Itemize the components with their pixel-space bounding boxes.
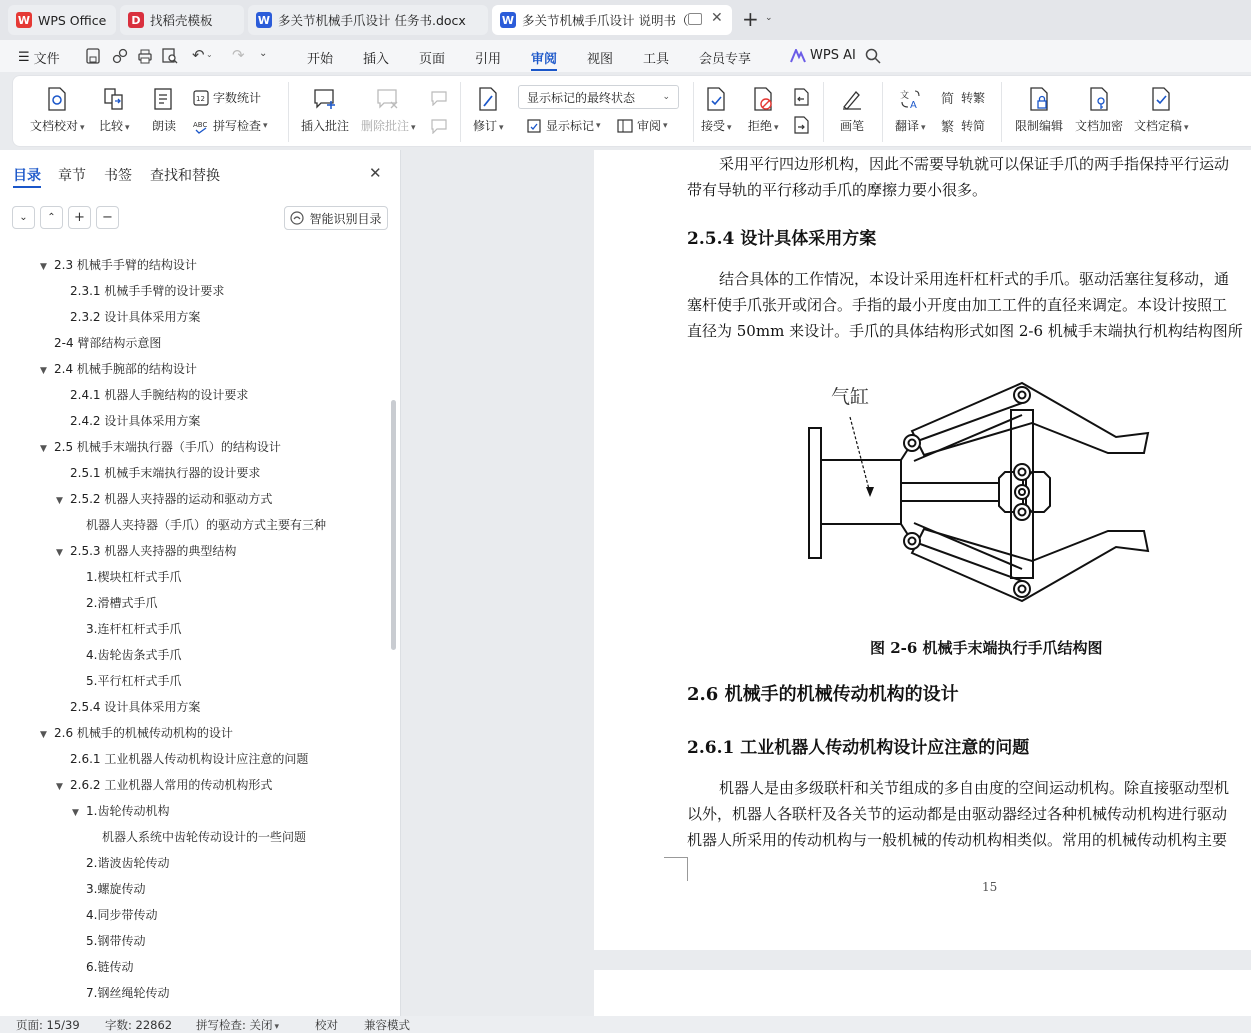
toc-item-label: 2.4 机械手腕部的结构设计 xyxy=(54,362,197,376)
margin-corner-mark xyxy=(664,857,688,881)
toc-item[interactable] xyxy=(72,980,169,1006)
ribbon-divider xyxy=(823,82,824,142)
toc-item[interactable] xyxy=(40,720,233,746)
navigation-pane xyxy=(0,150,401,1016)
svg-text:12: 12 xyxy=(196,94,205,103)
toc-item-label: 2.5.3 机器人夹持器的典型结构 xyxy=(70,544,237,558)
toc-item-label: 3.螺旋传动 xyxy=(86,882,146,896)
toc-item-label: 机器人夹持器（手爪）的驱动方式主要有三种 xyxy=(86,518,327,532)
show-markup-button[interactable]: 显示标记 ▾ xyxy=(526,117,601,134)
heading-2-5-4[interactable]: 2.5.4 设计具体采用方案 xyxy=(687,229,877,249)
ribbon-divider xyxy=(288,82,289,142)
toc-item-label: 机器人系统中齿轮传动设计的一些问题 xyxy=(102,830,307,844)
toc-scrollbar[interactable] xyxy=(391,400,396,650)
svg-text:繁: 繁 xyxy=(941,119,955,134)
toc-item-label: 2.6 机械手的机械传动机构的设计 xyxy=(54,726,233,740)
toc-item[interactable] xyxy=(56,408,200,434)
toc-item-label: 2.滑槽式手爪 xyxy=(86,596,158,610)
toc-item[interactable] xyxy=(72,642,181,668)
tab-find-replace[interactable]: 查找和替换 xyxy=(150,168,220,184)
simplified-chinese-icon xyxy=(941,118,957,134)
menu-review[interactable]: 审阅 xyxy=(531,48,557,71)
menu-start[interactable]: 开始 xyxy=(307,52,334,67)
expand-triangle-icon[interactable]: ▼ xyxy=(40,444,47,454)
paragraph-line[interactable]: 结合具体的工作情况，本设计采用连杆杠杆式的手爪。驱动活塞往复移动，通 xyxy=(719,270,1230,288)
expand-triangle-icon[interactable]: ▼ xyxy=(56,782,63,792)
chevron-up-icon: ⌃ xyxy=(47,212,56,223)
toc-item[interactable] xyxy=(88,824,306,850)
paragraph-line[interactable]: 带有导轨的平行移动手爪的摩擦力要小很多。 xyxy=(687,181,988,199)
share-link-icon[interactable] xyxy=(112,48,128,64)
menu-references[interactable]: 引用 xyxy=(475,52,502,67)
doc-check-button[interactable]: 文档校对 ▾ xyxy=(30,86,85,134)
tab-docer[interactable] xyxy=(120,5,244,35)
ribbon-divider xyxy=(1001,82,1002,142)
status-word-count[interactable]: 字数: 22862 xyxy=(105,1017,173,1032)
toc-item[interactable] xyxy=(56,382,248,408)
toc-item[interactable] xyxy=(40,330,161,356)
toc-item[interactable] xyxy=(56,538,236,564)
chevron-down-icon: ⌄ xyxy=(19,212,28,223)
word-doc-icon: W xyxy=(501,13,515,27)
next-document-page xyxy=(594,970,1251,1016)
translate-button[interactable]: 文 A 翻译 ▾ xyxy=(895,86,926,134)
undo-chevron-icon[interactable]: ⌄ xyxy=(206,50,213,59)
accept-button[interactable]: 接受 ▾ xyxy=(701,86,732,134)
delete-comment-button[interactable]: 删除批注 ▾ xyxy=(361,86,416,134)
svg-text:ABC: ABC xyxy=(193,120,208,129)
expand-triangle-icon[interactable]: ▼ xyxy=(56,548,63,558)
svg-text:文: 文 xyxy=(900,91,910,101)
to-simplified-button[interactable]: 繁 转简 xyxy=(941,119,986,134)
figure-caption[interactable]: 图 2-6 机械手末端执行手爪结构图 xyxy=(870,639,1103,657)
reject-icon xyxy=(752,87,774,111)
toc-item[interactable] xyxy=(72,668,181,694)
spell-check-icon xyxy=(193,118,209,134)
figure-cylinder-label: 气缸 xyxy=(831,386,870,408)
toc-item[interactable] xyxy=(56,746,308,772)
insert-comment-button[interactable]: 插入批注 xyxy=(301,86,349,134)
active-tab-indicator xyxy=(13,186,41,188)
remove-heading-button[interactable] xyxy=(96,206,119,229)
toc-item-label: 2.6.1 工业机器人传动机构设计应注意的问题 xyxy=(70,752,309,766)
spell-check-button[interactable]: ABC 拼写检查 ▾ xyxy=(193,119,268,133)
print-icon[interactable] xyxy=(137,48,153,64)
toc-item[interactable] xyxy=(72,928,145,954)
accept-icon xyxy=(705,87,727,111)
status-page[interactable]: 页面: 15/39 xyxy=(16,1017,80,1032)
ribbon-divider xyxy=(693,82,694,142)
toc-item-label: 2.6.2 工业机器人常用的传动机构形式 xyxy=(70,778,273,792)
toc-item[interactable] xyxy=(40,252,197,278)
expand-down-button[interactable] xyxy=(12,206,35,229)
pen-button[interactable]: 画笔 xyxy=(839,86,865,134)
next-comment-icon[interactable] xyxy=(430,118,448,134)
hamburger-icon: ☰ xyxy=(18,50,30,65)
status-proof[interactable]: 校对 xyxy=(315,1017,338,1032)
tab-label: 找稻壳模板 xyxy=(150,13,213,28)
ribbon-divider xyxy=(460,82,461,142)
previous-change-icon[interactable] xyxy=(792,88,810,106)
menu-member[interactable]: 会员专享 xyxy=(699,52,752,67)
toc-item-label: 2.4.2 设计具体采用方案 xyxy=(70,414,201,428)
toc-item-label: 1.楔块杠杆式手爪 xyxy=(86,570,182,584)
status-spell-check[interactable]: 拼写检查: 关闭 ▾ xyxy=(196,1017,280,1032)
wps-ai-icon xyxy=(790,49,806,63)
toc-item-label: 2.3 机械手手臂的结构设计 xyxy=(54,258,197,272)
search-icon[interactable] xyxy=(865,48,881,64)
tab-label: WPS Office xyxy=(38,12,107,28)
toc-item[interactable] xyxy=(56,772,272,798)
word-doc-icon: W xyxy=(257,13,271,27)
previous-comment-icon[interactable] xyxy=(430,90,448,106)
track-changes-button[interactable]: 修订 ▾ xyxy=(473,86,504,134)
toc-item-label: 5.平行杠杆式手爪 xyxy=(86,674,182,688)
toc-item[interactable] xyxy=(56,304,200,330)
tab-label: 多关节机械手爪设计 说明书（ xyxy=(522,13,689,28)
wps-ai-button[interactable]: WPS AI xyxy=(790,48,856,63)
toc-item-label: 4.同步带传动 xyxy=(86,908,158,922)
toc-item-label: 5.钢带传动 xyxy=(86,934,146,948)
document-page xyxy=(594,150,1251,950)
new-tab-icon[interactable]: + xyxy=(742,7,759,31)
docer-icon: D xyxy=(128,12,144,28)
finalize-doc-icon xyxy=(1150,87,1172,111)
paragraph-line[interactable]: 机器人是由多级联杆和关节组成的多自由度的空间运动机构。除直接驱动型机 xyxy=(719,779,1230,797)
review-pane-button[interactable]: 审阅 ▾ xyxy=(617,117,668,134)
tab-list-chevron-icon[interactable]: ⌄ xyxy=(765,13,773,23)
markup-display-select[interactable]: 显示标记的最终状态 ⌄ xyxy=(518,85,679,109)
toc-item[interactable] xyxy=(72,512,326,538)
toc-item-label: 2.5.1 机械手末端执行器的设计要求 xyxy=(70,466,261,480)
toc-item[interactable] xyxy=(72,902,157,928)
pen-icon xyxy=(841,88,863,110)
paragraph-line[interactable]: 直径为 50mm 来设计。手爪的具体结构形式如图 2-6 机械手末端执行机构结构图所 xyxy=(687,322,1243,340)
toc-item[interactable] xyxy=(72,590,157,616)
print-preview-icon[interactable] xyxy=(162,48,178,64)
toc-item-label: 7.钢丝绳轮传动 xyxy=(86,986,170,1000)
undo-icon[interactable]: ↶ xyxy=(192,46,205,64)
toc-item-label: 2.4.1 机器人手腕结构的设计要求 xyxy=(70,388,249,402)
menu-bar xyxy=(0,40,1251,72)
monitor-icon xyxy=(688,13,702,25)
toc-item[interactable] xyxy=(56,694,200,720)
close-pane-icon[interactable]: ✕ xyxy=(369,164,382,182)
lock-doc-icon xyxy=(1028,87,1050,111)
smart-detect-icon xyxy=(290,211,304,225)
expand-triangle-icon[interactable]: ▼ xyxy=(40,262,47,272)
more-chevron-icon[interactable]: ⌄ xyxy=(259,48,268,59)
expand-triangle-icon[interactable]: ▼ xyxy=(40,730,47,740)
read-aloud-button[interactable]: 朗读 xyxy=(151,86,177,134)
doc-check-icon xyxy=(46,87,68,111)
toc-item-label: 2.谐波齿轮传动 xyxy=(86,856,170,870)
add-heading-button[interactable] xyxy=(68,206,91,229)
tab-label: 多关节机械手爪设计 任务书.docx xyxy=(278,13,466,28)
insert-comment-icon xyxy=(313,88,337,110)
toc-item[interactable] xyxy=(40,434,281,460)
translate-icon xyxy=(899,88,921,110)
traditional-chinese-icon xyxy=(941,90,957,106)
compare-icon xyxy=(103,87,125,111)
redo-icon[interactable]: ↷ xyxy=(232,46,245,64)
toc-item-label: 4.齿轮齿条式手爪 xyxy=(86,648,182,662)
toc-item-label: 3.连杆杠杆式手爪 xyxy=(86,622,182,636)
show-markup-icon xyxy=(526,118,542,134)
toc-item[interactable] xyxy=(56,486,272,512)
read-aloud-icon xyxy=(153,87,175,111)
toc-item-label: 2.3.2 设计具体采用方案 xyxy=(70,310,201,324)
paragraph-line[interactable]: 机器人所采用的传动机构与一般机械的传动机构相类似。常用的机械传动机构主要 xyxy=(687,831,1228,849)
gripper-figure[interactable] xyxy=(804,375,1164,610)
menu-page[interactable]: 页面 xyxy=(419,52,446,67)
heading-2-6[interactable]: 2.6 机械手的机械传动机构的设计 xyxy=(687,684,959,705)
to-traditional-button[interactable]: 简 转繁 xyxy=(941,91,986,106)
toc-item-label: 2.5.4 设计具体采用方案 xyxy=(70,700,201,714)
review-pane-icon xyxy=(617,118,633,134)
file-menu[interactable]: ☰ 文件 xyxy=(18,50,60,67)
expand-triangle-icon[interactable]: ▼ xyxy=(40,366,47,376)
tab-manual-doc[interactable] xyxy=(492,5,732,35)
toc-item[interactable] xyxy=(72,564,181,590)
toc-item[interactable] xyxy=(56,460,260,486)
toc-item-label: 2-4 臂部结构示意图 xyxy=(54,336,162,350)
next-change-icon[interactable] xyxy=(792,116,810,134)
finalize-button[interactable]: 文档定稿 ▾ xyxy=(1134,86,1189,134)
word-count-icon xyxy=(193,90,209,106)
key-doc-icon xyxy=(1088,87,1110,111)
toc-item-label: 1.齿轮传动机构 xyxy=(86,804,170,818)
review-ribbon xyxy=(12,75,1251,147)
encrypt-button[interactable]: 文档加密 xyxy=(1075,86,1123,134)
toc-item[interactable] xyxy=(72,616,181,642)
tab-bar xyxy=(0,0,1251,40)
paragraph-line[interactable]: 采用平行四边形机构，因此不需要导轨就可以保证手爪的两手指保持平行运动 xyxy=(719,155,1230,173)
ribbon-divider xyxy=(882,82,883,142)
save-icon[interactable] xyxy=(86,48,100,64)
plus-icon: + xyxy=(74,210,85,225)
page-number: 15 xyxy=(982,880,998,894)
toc-item-label: 2.3.1 机械手手臂的设计要求 xyxy=(70,284,225,298)
toc-item-label: 2.5 机械手末端执行器（手爪）的结构设计 xyxy=(54,440,281,454)
toc-item[interactable] xyxy=(72,798,169,824)
expand-triangle-icon[interactable]: ▼ xyxy=(72,808,79,818)
delete-comment-icon xyxy=(376,88,400,110)
toc-item-label: 6.链传动 xyxy=(86,960,134,974)
reject-button[interactable]: 拒绝 ▾ xyxy=(748,86,779,134)
tab-task-doc[interactable] xyxy=(248,5,488,35)
toc-item[interactable] xyxy=(72,876,145,902)
collapse-up-button[interactable] xyxy=(40,206,63,229)
paragraph-line[interactable]: 塞杆使手爪张开或闭合。手指的最小开度由加工工件的直径来调定。本设计按照工 xyxy=(687,296,1228,314)
menu-view[interactable]: 视图 xyxy=(587,52,614,67)
wps-logo-icon: W xyxy=(17,13,31,27)
svg-text:简: 简 xyxy=(941,91,955,106)
svg-text:A: A xyxy=(910,100,918,110)
menu-tools[interactable]: 工具 xyxy=(643,52,670,67)
toc-item[interactable] xyxy=(72,954,133,980)
chevron-down-icon: ⌄ xyxy=(662,92,670,102)
tab-bookmarks[interactable]: 书签 xyxy=(104,168,132,184)
heading-2-6-1[interactable]: 2.6.1 工业机器人传动机构设计应注意的问题 xyxy=(687,738,1030,758)
paragraph-line[interactable]: 以外，机器人各联杆及各关节的运动都是由驱动器经过各种机械传动机构进行驱动 xyxy=(687,805,1228,823)
compare-button[interactable]: 比较 ▾ xyxy=(99,86,130,134)
menu-insert[interactable]: 插入 xyxy=(363,52,390,67)
tab-toc[interactable]: 目录 xyxy=(13,168,41,184)
status-bar xyxy=(0,1016,1251,1033)
word-count-button[interactable]: 12 字数统计 xyxy=(193,89,261,106)
smart-toc-button[interactable]: 智能识别目录 xyxy=(284,206,388,230)
restrict-edit-button[interactable]: 限制编辑 xyxy=(1015,86,1063,134)
expand-triangle-icon[interactable]: ▼ xyxy=(56,496,63,506)
close-tab-icon[interactable]: ✕ xyxy=(711,10,723,26)
tab-chapters[interactable]: 章节 xyxy=(58,168,86,184)
tab-wps-office[interactable] xyxy=(8,5,116,35)
toc-item[interactable] xyxy=(72,850,169,876)
toc-item[interactable] xyxy=(56,278,224,304)
status-compat-mode: 兼容模式 xyxy=(364,1017,410,1032)
minus-icon: − xyxy=(102,210,113,225)
track-changes-icon xyxy=(477,87,499,111)
toc-item-label: 2.5.2 机器人夹持器的运动和驱动方式 xyxy=(70,492,273,506)
toc-item[interactable] xyxy=(40,356,197,382)
